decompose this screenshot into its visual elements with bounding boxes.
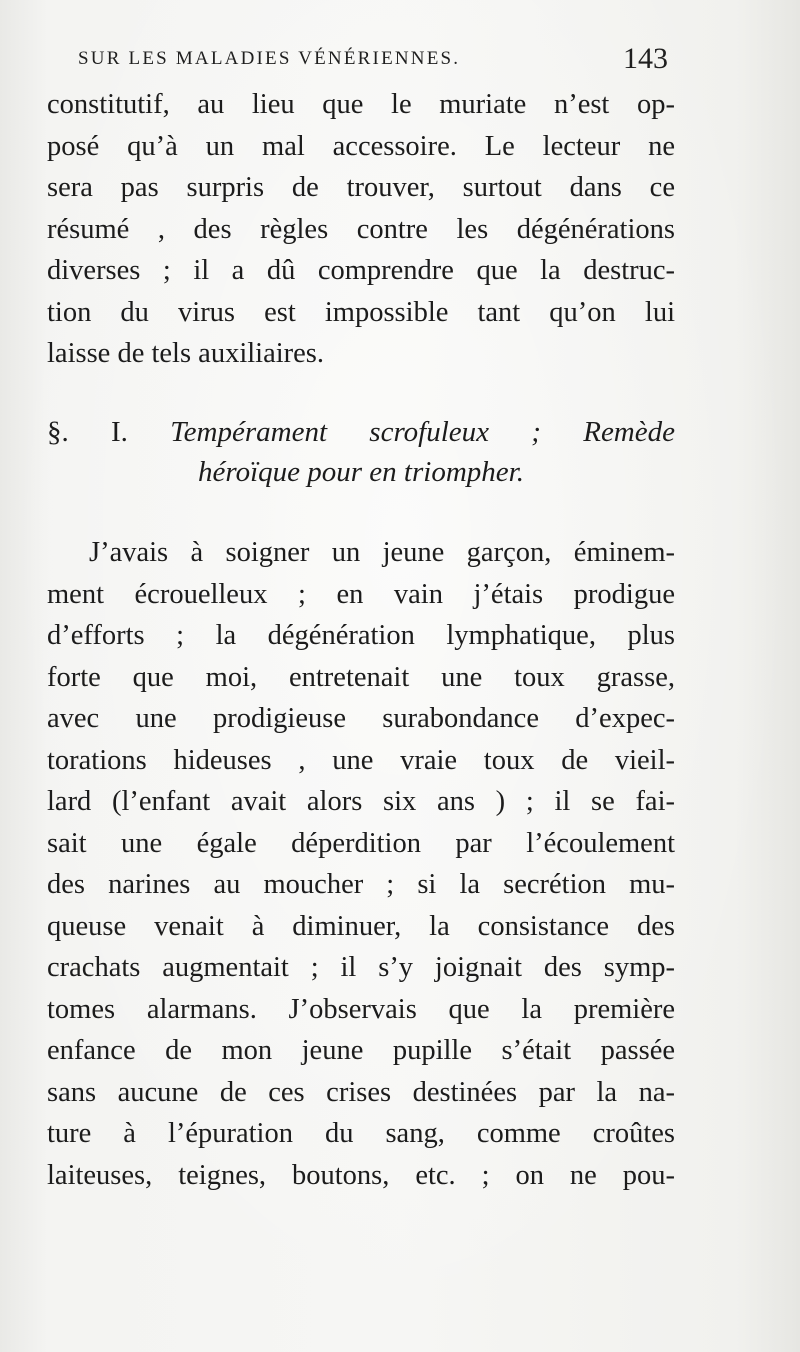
page-number: 143 bbox=[623, 42, 668, 75]
text-line: sans aucune de ces crises destinées par la na- bbox=[47, 1076, 675, 1108]
text-line: constitutif, au lieu que le muriate n’est op- bbox=[47, 89, 675, 120]
text-line: enfance de mon jeune pupille s’était passée bbox=[47, 1035, 675, 1066]
text-line: queuse venait à diminuer, la consistance des bbox=[47, 910, 675, 942]
text-line: tion du virus est impossible tant qu’on lui bbox=[47, 296, 675, 328]
text-line: sera pas surpris de trouver, surtout dans ce bbox=[47, 172, 675, 203]
running-head bbox=[78, 44, 668, 80]
section-heading bbox=[47, 412, 675, 492]
paragraph-body bbox=[47, 532, 675, 1196]
text-line: laiteuses, teignes, boutons, etc. ; on ne pou- bbox=[47, 1159, 675, 1191]
text-line: posé qu’à un mal accessoire. Le lecteur ne bbox=[47, 130, 675, 162]
text-line: lard (l’enfant avait alors six ans ) ; il se fai- bbox=[47, 786, 675, 817]
running-title: SUR LES MALADIES VÉNÉRIENNES. bbox=[78, 48, 461, 69]
text-line: des narines au moucher ; si la secrétion mu- bbox=[47, 869, 675, 900]
text-line: crachats augmentait ; il s’y joignait des symp- bbox=[47, 952, 675, 983]
text-line: laisse de tels auxiliaires. bbox=[47, 338, 324, 369]
text-line: ment écrouelleux ; en vain j’étais prodigue bbox=[47, 578, 675, 610]
text-line: forte que moi, entretenait une toux grasse, bbox=[47, 661, 675, 693]
text-line: d’efforts ; la dégénération lymphatique, plus bbox=[47, 620, 675, 651]
text-line: J’avais à soigner un jeune garçon, éminem- bbox=[89, 537, 675, 568]
text-line: résumé , des règles contre les dégénérations bbox=[47, 213, 675, 245]
paragraph-continuation bbox=[47, 84, 675, 375]
text-line: tomes alarmans. J’observais que la première bbox=[47, 993, 675, 1025]
section-title-part-1: Tempérament scrofuleux ; Remède bbox=[170, 416, 675, 448]
text-line: torations hideuses , une vraie toux de vieil- bbox=[47, 744, 675, 776]
section-heading-line-1 bbox=[47, 412, 675, 452]
section-heading-line-2: héroïque pour en triompher. bbox=[198, 456, 524, 488]
text-line: diverses ; il a dû comprendre que la destruc- bbox=[47, 255, 675, 286]
text-line: ture à l’épuration du sang, comme croûtes bbox=[47, 1118, 675, 1149]
text-line: avec une prodigieuse surabondance d’expec- bbox=[47, 703, 675, 734]
text-line: sait une égale déperdition par l’écoulement bbox=[47, 827, 675, 859]
section-mark: §. I. bbox=[47, 416, 128, 448]
